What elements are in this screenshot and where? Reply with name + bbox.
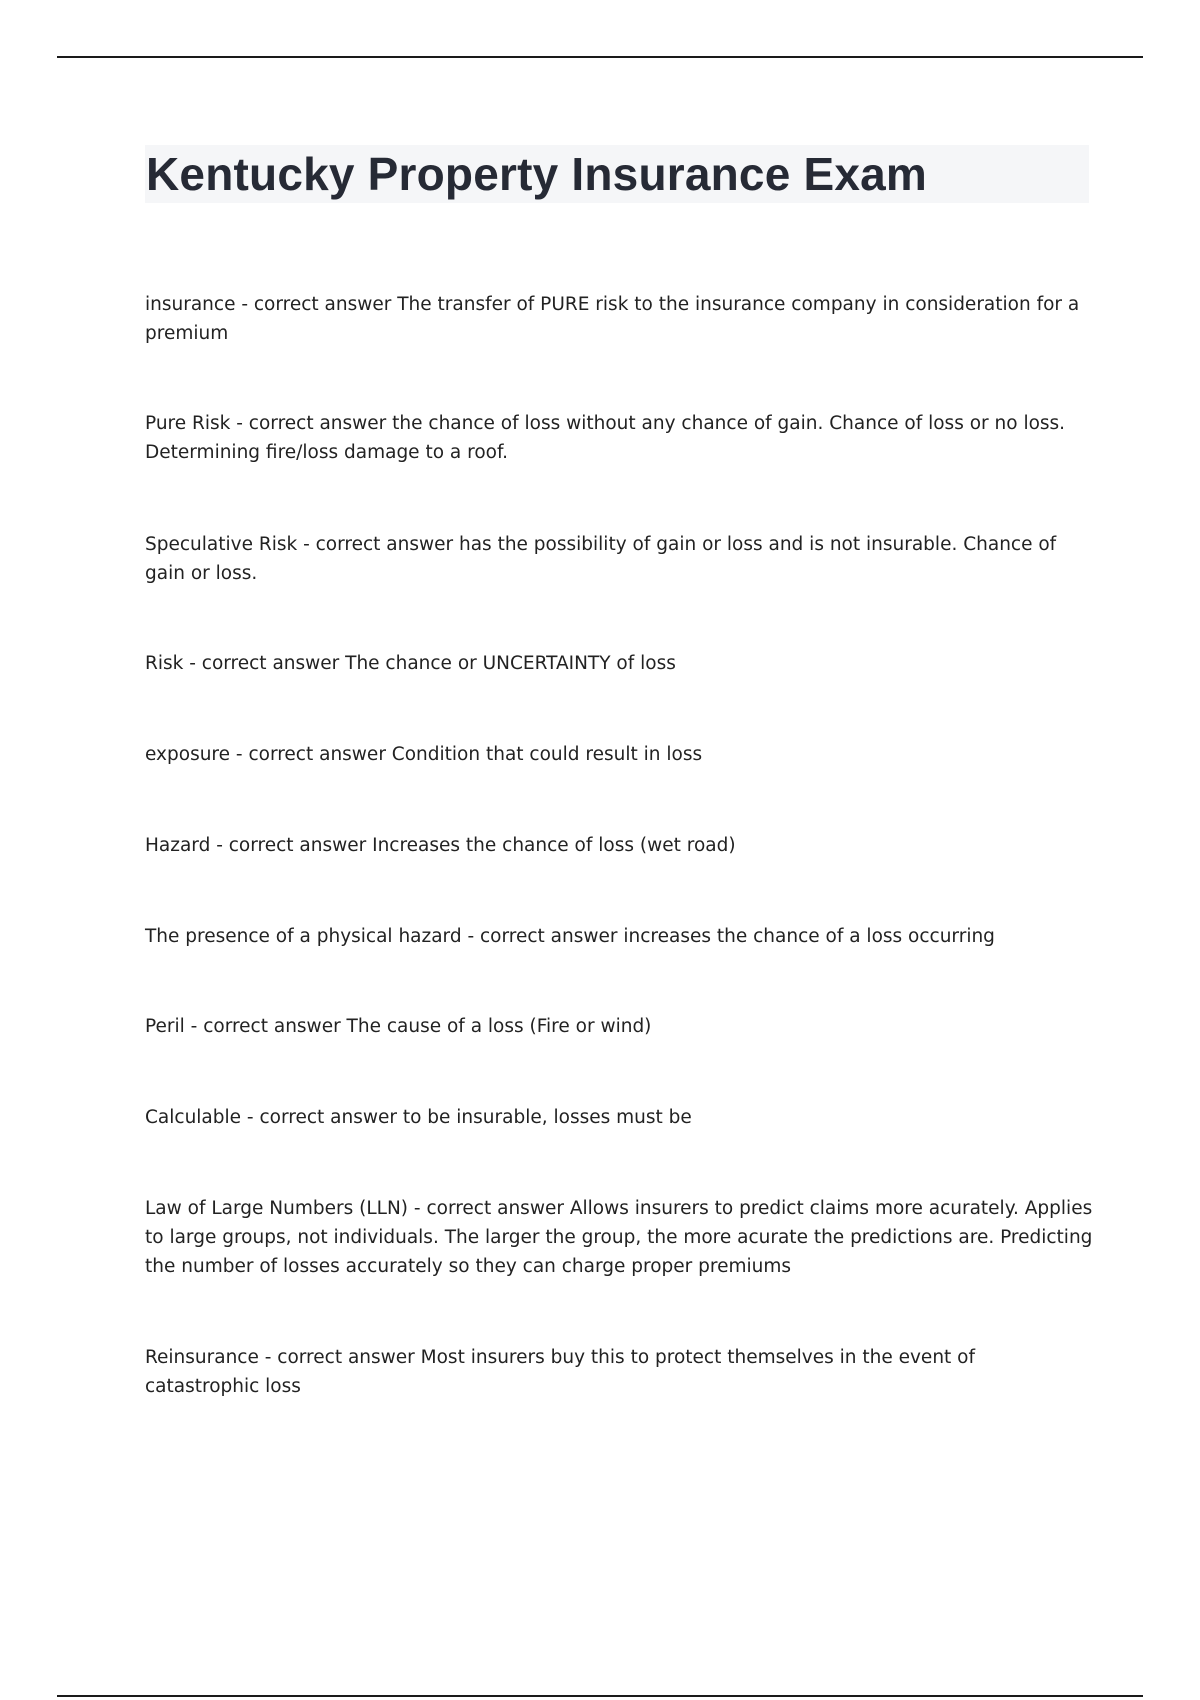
flashcard-entry-speculative-risk: Speculative Risk - correct answer has the possibility of gain or loss and is not insurable. Chance of gain or loss. (145, 534, 1057, 584)
page-title: Kentucky Property Insurance Exam (146, 148, 928, 200)
flashcard-entry-calculable: Calculable - correct answer to be insurable, losses must be (145, 1107, 692, 1128)
flashcard-entry-reinsurance: Reinsurance - correct answer Most insurers buy this to protect themselves in the event of catastrophic loss (145, 1347, 976, 1397)
flashcard-entry-insurance: insurance - correct answer The transfer of PURE risk to the insurance company in consideration for a premium (145, 294, 1080, 344)
flashcard-entry-risk: Risk - correct answer The chance or UNCERTAINTY of loss (145, 653, 676, 674)
top-rule (57, 56, 1143, 58)
flashcard-entry-physical-hazard: The presence of a physical hazard - correct answer increases the chance of a loss occurring (145, 926, 995, 947)
flashcard-entry-pure-risk: Pure Risk - correct answer the chance of loss without any chance of gain. Chance of loss or no loss. Determining fire/loss damage to a roof. (145, 413, 1066, 463)
flashcard-entry-law-of-large-numbers: Law of Large Numbers (LLN) - correct answer Allows insurers to predict claims more acurately. Applies to large groups, not individuals. The larger the group, the more acurate the predictions are. Predicting the number of losses accurately so they can charge proper premiums (145, 1198, 1093, 1277)
flashcard-entry-peril: Peril - correct answer The cause of a loss (Fire or wind) (145, 1016, 652, 1037)
flashcard-entry-exposure: exposure - correct answer Condition that could result in loss (145, 744, 703, 765)
flashcard-entry-hazard: Hazard - correct answer Increases the chance of loss (wet road) (145, 835, 736, 856)
bottom-rule (57, 1695, 1143, 1697)
